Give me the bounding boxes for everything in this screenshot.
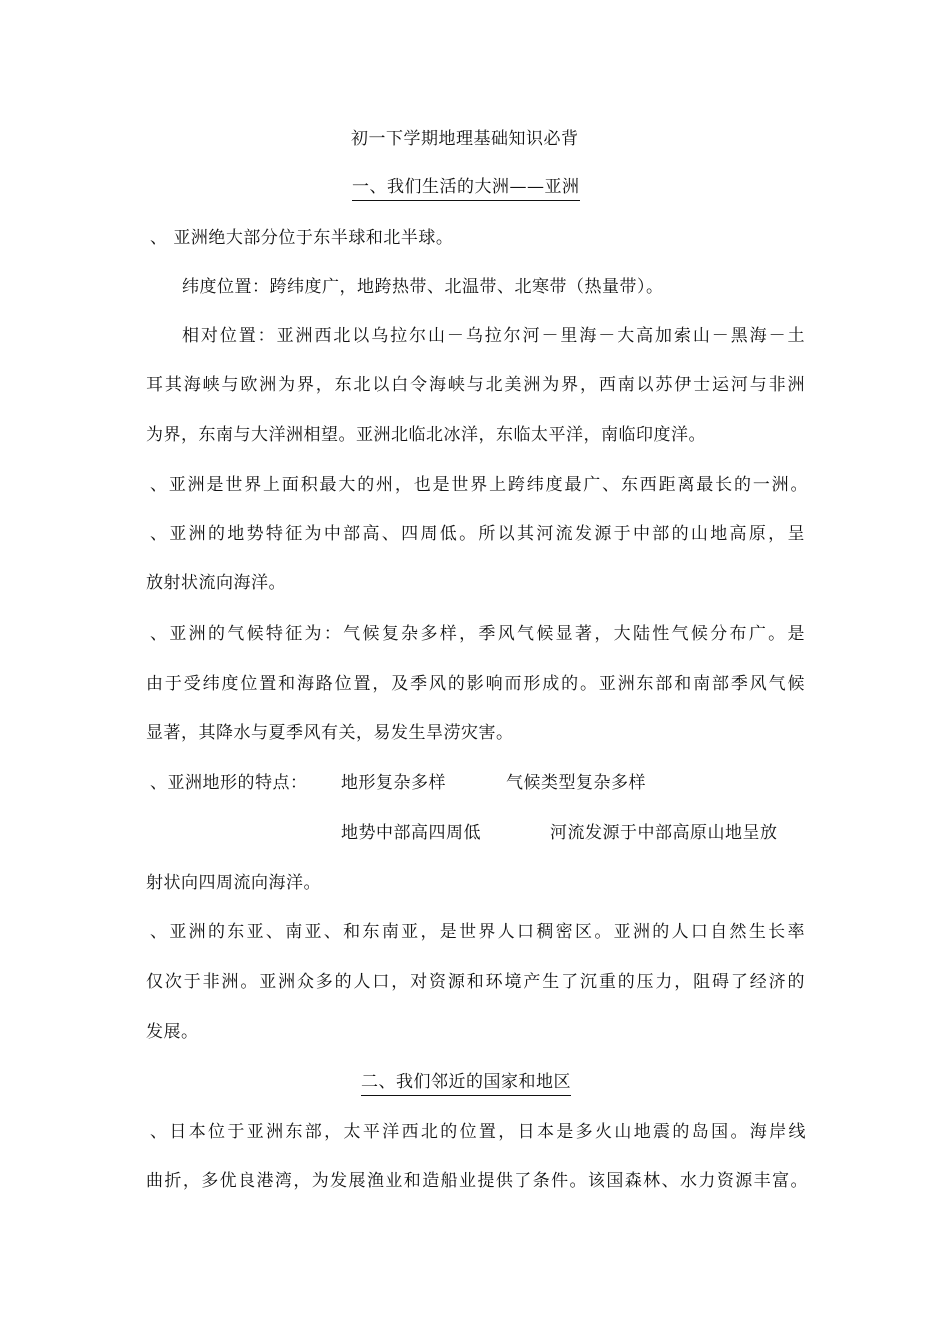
paragraph-line: 、亚洲是世界上面积最大的州，也是世界上跨纬度最广、东西距离最长的一洲。 xyxy=(150,475,808,495)
paragraph-line: 、亚洲的地势特征为中部高、四周低。所以其河流发源于中部的山地高原，呈 xyxy=(150,524,805,544)
paragraph-line: 由于受纬度位置和海路位置，及季风的影响而形成的。亚洲东部和南部季风气候 xyxy=(146,674,805,694)
terrain-feature-item: 河流发源于中部高原山地呈放 xyxy=(550,823,778,843)
paragraph-line: 曲折，多优良港湾，为发展渔业和造船业提供了条件。该国森林、水力资源丰富。 xyxy=(146,1171,808,1191)
paragraph-line: 为界，东南与大洋洲相望。亚洲北临北冰洋，东临太平洋，南临印度洋。 xyxy=(146,425,706,445)
paragraph-line: 、亚洲的东亚、南亚、和东南亚，是世界人口稠密区。亚洲的人口自然生长率 xyxy=(150,922,805,942)
paragraph-line: 、 亚洲绝大部分位于东半球和北半球。 xyxy=(150,228,454,248)
document-title: 初一下学期地理基础知识必背 xyxy=(351,129,579,149)
section-heading-neighbors: 二、我们邻近的国家和地区 xyxy=(361,1071,571,1096)
paragraph-line: 、日本位于亚洲东部，太平洋西北的位置，日本是多火山地震的岛国。海岸线 xyxy=(150,1122,806,1142)
paragraph-line: 发展。 xyxy=(146,1022,199,1042)
terrain-feature-item: 地形复杂多样 xyxy=(341,773,446,793)
terrain-feature-item: 气候类型复杂多样 xyxy=(506,773,646,793)
paragraph-line: 相对位置：亚洲西北以乌拉尔山－乌拉尔河－里海－大高加索山－黑海－土 xyxy=(182,326,805,346)
paragraph-line: 纬度位置：跨纬度广，地跨热带、北温带、北寒带（热量带）。 xyxy=(182,277,664,297)
section-heading-asia: 一、我们生活的大洲——亚洲 xyxy=(352,176,580,201)
paragraph-line: 显著，其降水与夏季风有关，易发生旱涝灾害。 xyxy=(146,723,514,743)
paragraph-line: 、亚洲的气候特征为：气候复杂多样，季风气候显著，大陆性气候分布广。是 xyxy=(150,624,805,644)
terrain-features-label: 、亚洲地形的特点： xyxy=(150,773,308,793)
paragraph-line: 仅次于非洲。亚洲众多的人口，对资源和环境产生了沉重的压力，阻碍了经济的 xyxy=(146,972,805,992)
paragraph-line: 放射状流向海洋。 xyxy=(146,573,286,593)
paragraph-line: 耳其海峡与欧洲为界，东北以白令海峡与北美洲为界，西南以苏伊士运河与非洲 xyxy=(146,375,805,395)
terrain-feature-item: 地势中部高四周低 xyxy=(341,823,481,843)
paragraph-line: 射状向四周流向海洋。 xyxy=(146,873,321,893)
